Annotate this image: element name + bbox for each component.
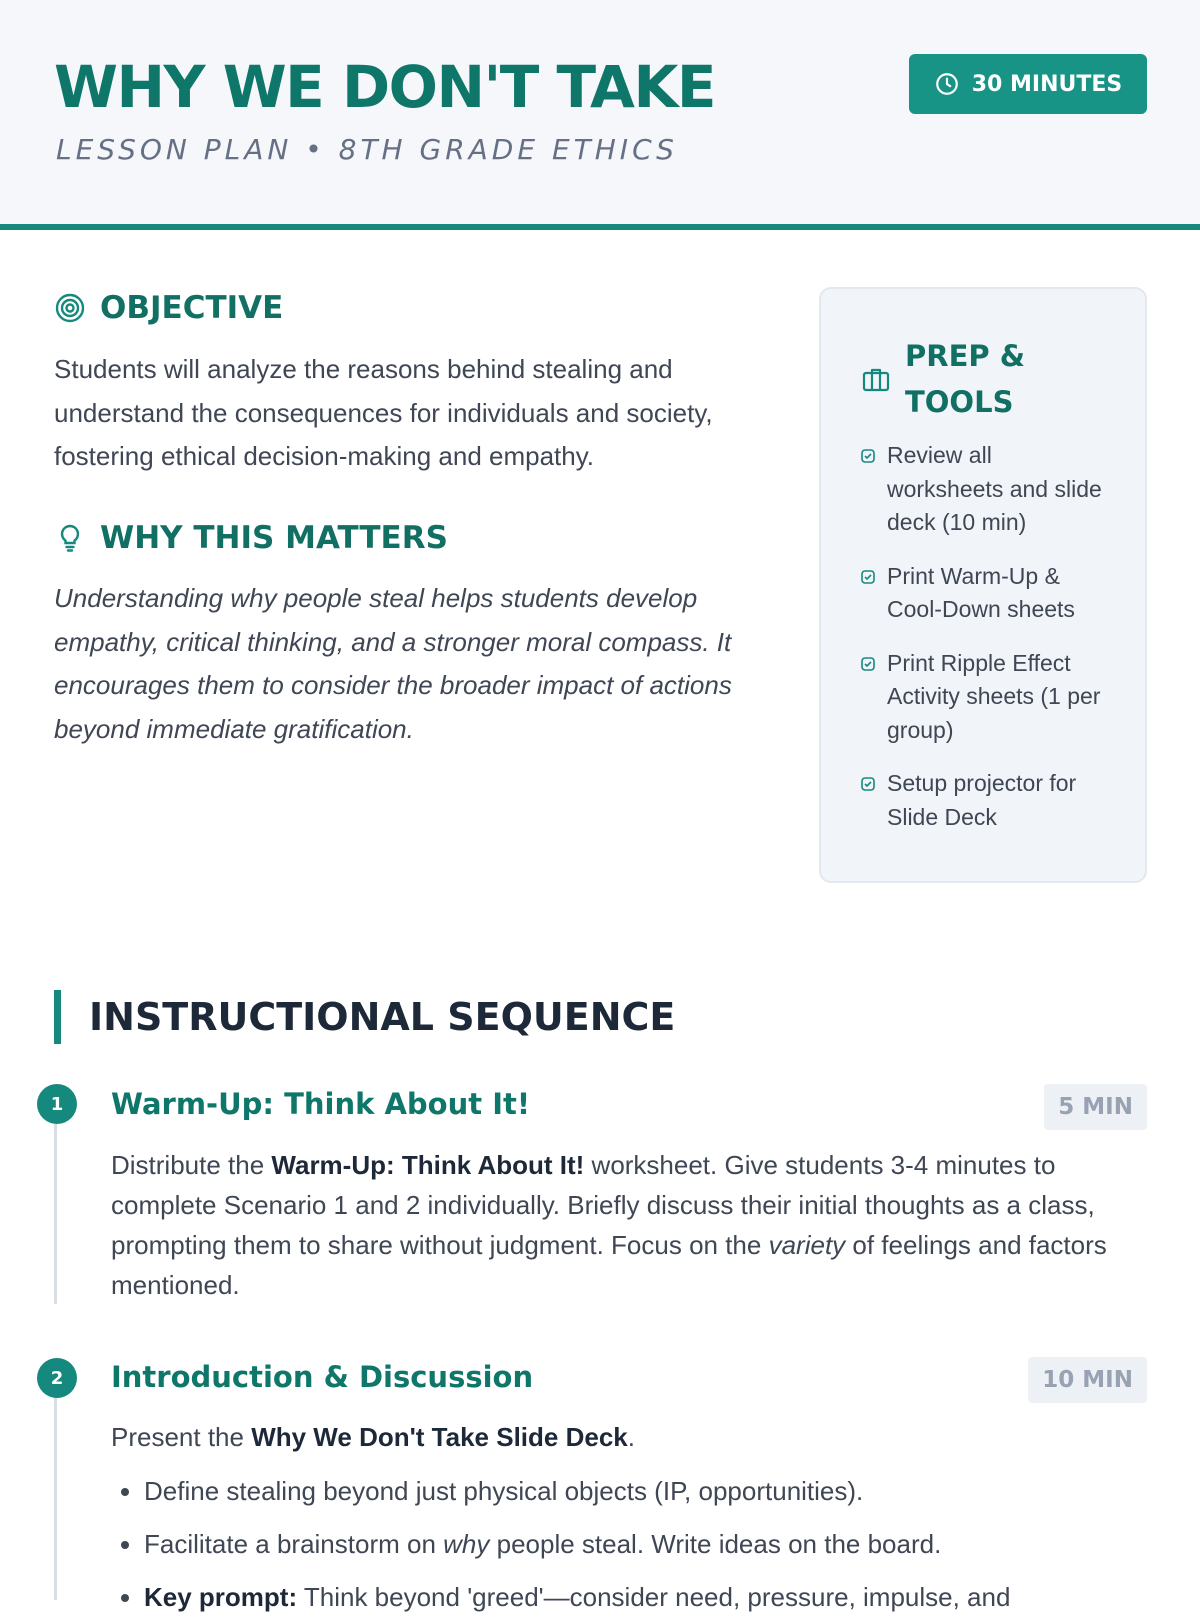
checkbox-icon (861, 777, 875, 791)
target-icon (54, 292, 86, 324)
prep-item (861, 767, 1111, 834)
step-title: Warm-Up: Think About It! (111, 1087, 531, 1121)
step-bullet: • Facilitate a brainstorm on why people steal. Write ideas on the board. (144, 1518, 1144, 1571)
objective-heading-label: OBJECTIVE (100, 290, 284, 326)
step-title: Introduction & Discussion (111, 1360, 534, 1394)
prep-item (861, 439, 1111, 540)
header (0, 0, 1200, 230)
page-title: WHY WE DON'T TAKE (54, 53, 716, 121)
step-description: Distribute the Warm-Up: Think About It! worksheet. Give students 3-4 minutes to complete Scenario 1 and 2 individually. Briefly discuss their initial thoughts as a class, prompting them to share without judgment. Focus on the variety of feelings and factors mentioned. (111, 1150, 1107, 1300)
step-connector (54, 1110, 57, 1304)
checkbox-icon (861, 449, 875, 463)
step-number: 2 (37, 1358, 77, 1398)
lightbulb-icon (54, 522, 86, 554)
checkbox-icon (861, 570, 875, 584)
prep-tools-heading (861, 333, 1085, 425)
why-matters-text: Understanding why people steal helps students develop empathy, critical thinking, and a stronger moral compass. It encourages them to consider the broader impact of actions beyond immediate gratification. (54, 583, 732, 744)
prep-item-text: Setup projector for Slide Deck (887, 770, 1077, 830)
prep-tools-card (819, 287, 1147, 883)
objective-text: Students will analyze the reasons behind stealing and understand the consequences for individuals and society, fostering ethical decision-making and empathy. (54, 354, 713, 471)
instructional-sequence-heading: INSTRUCTIONAL SEQUENCE (54, 990, 675, 1044)
why-matters-heading (54, 520, 448, 556)
prep-item-text: Print Ripple Effect Activity sheets (1 per group) (887, 649, 1101, 743)
duration-label: 30 MINUTES (971, 71, 1123, 97)
step-bullet: • Key prompt: Think beyond 'greed'—consider need, pressure, impulse, and (144, 1571, 1144, 1624)
prep-item-text: Print Warm-Up & Cool-Down sheets (887, 562, 1075, 622)
step-connector (54, 1378, 57, 1600)
step-bullet: • Define stealing beyond just physical objects (IP, opportunities). (144, 1465, 1144, 1518)
prep-list (861, 439, 1111, 854)
page-subtitle: LESSON PLAN • 8TH GRADE ETHICS (56, 133, 678, 166)
prep-item-text: Review all worksheets and slide deck (10 min) (887, 442, 1102, 535)
step-bullet-list (111, 1465, 1144, 1624)
clock-icon (934, 71, 960, 97)
step-duration: 10 MIN (1028, 1357, 1147, 1403)
briefcase-icon (861, 364, 891, 394)
prep-tools-title: PREP & TOOLS (905, 339, 1026, 419)
step-description: Present the Why We Don't Take Slide Deck. (111, 1422, 635, 1452)
objective-heading (54, 290, 283, 326)
step-duration: 5 MIN (1044, 1084, 1147, 1130)
duration-badge (909, 54, 1147, 114)
prep-item (861, 647, 1111, 748)
prep-item (861, 560, 1111, 627)
step-number: 1 (37, 1084, 77, 1124)
why-matters-heading-label: WHY THIS MATTERS (100, 520, 448, 556)
checkbox-icon (861, 657, 875, 671)
